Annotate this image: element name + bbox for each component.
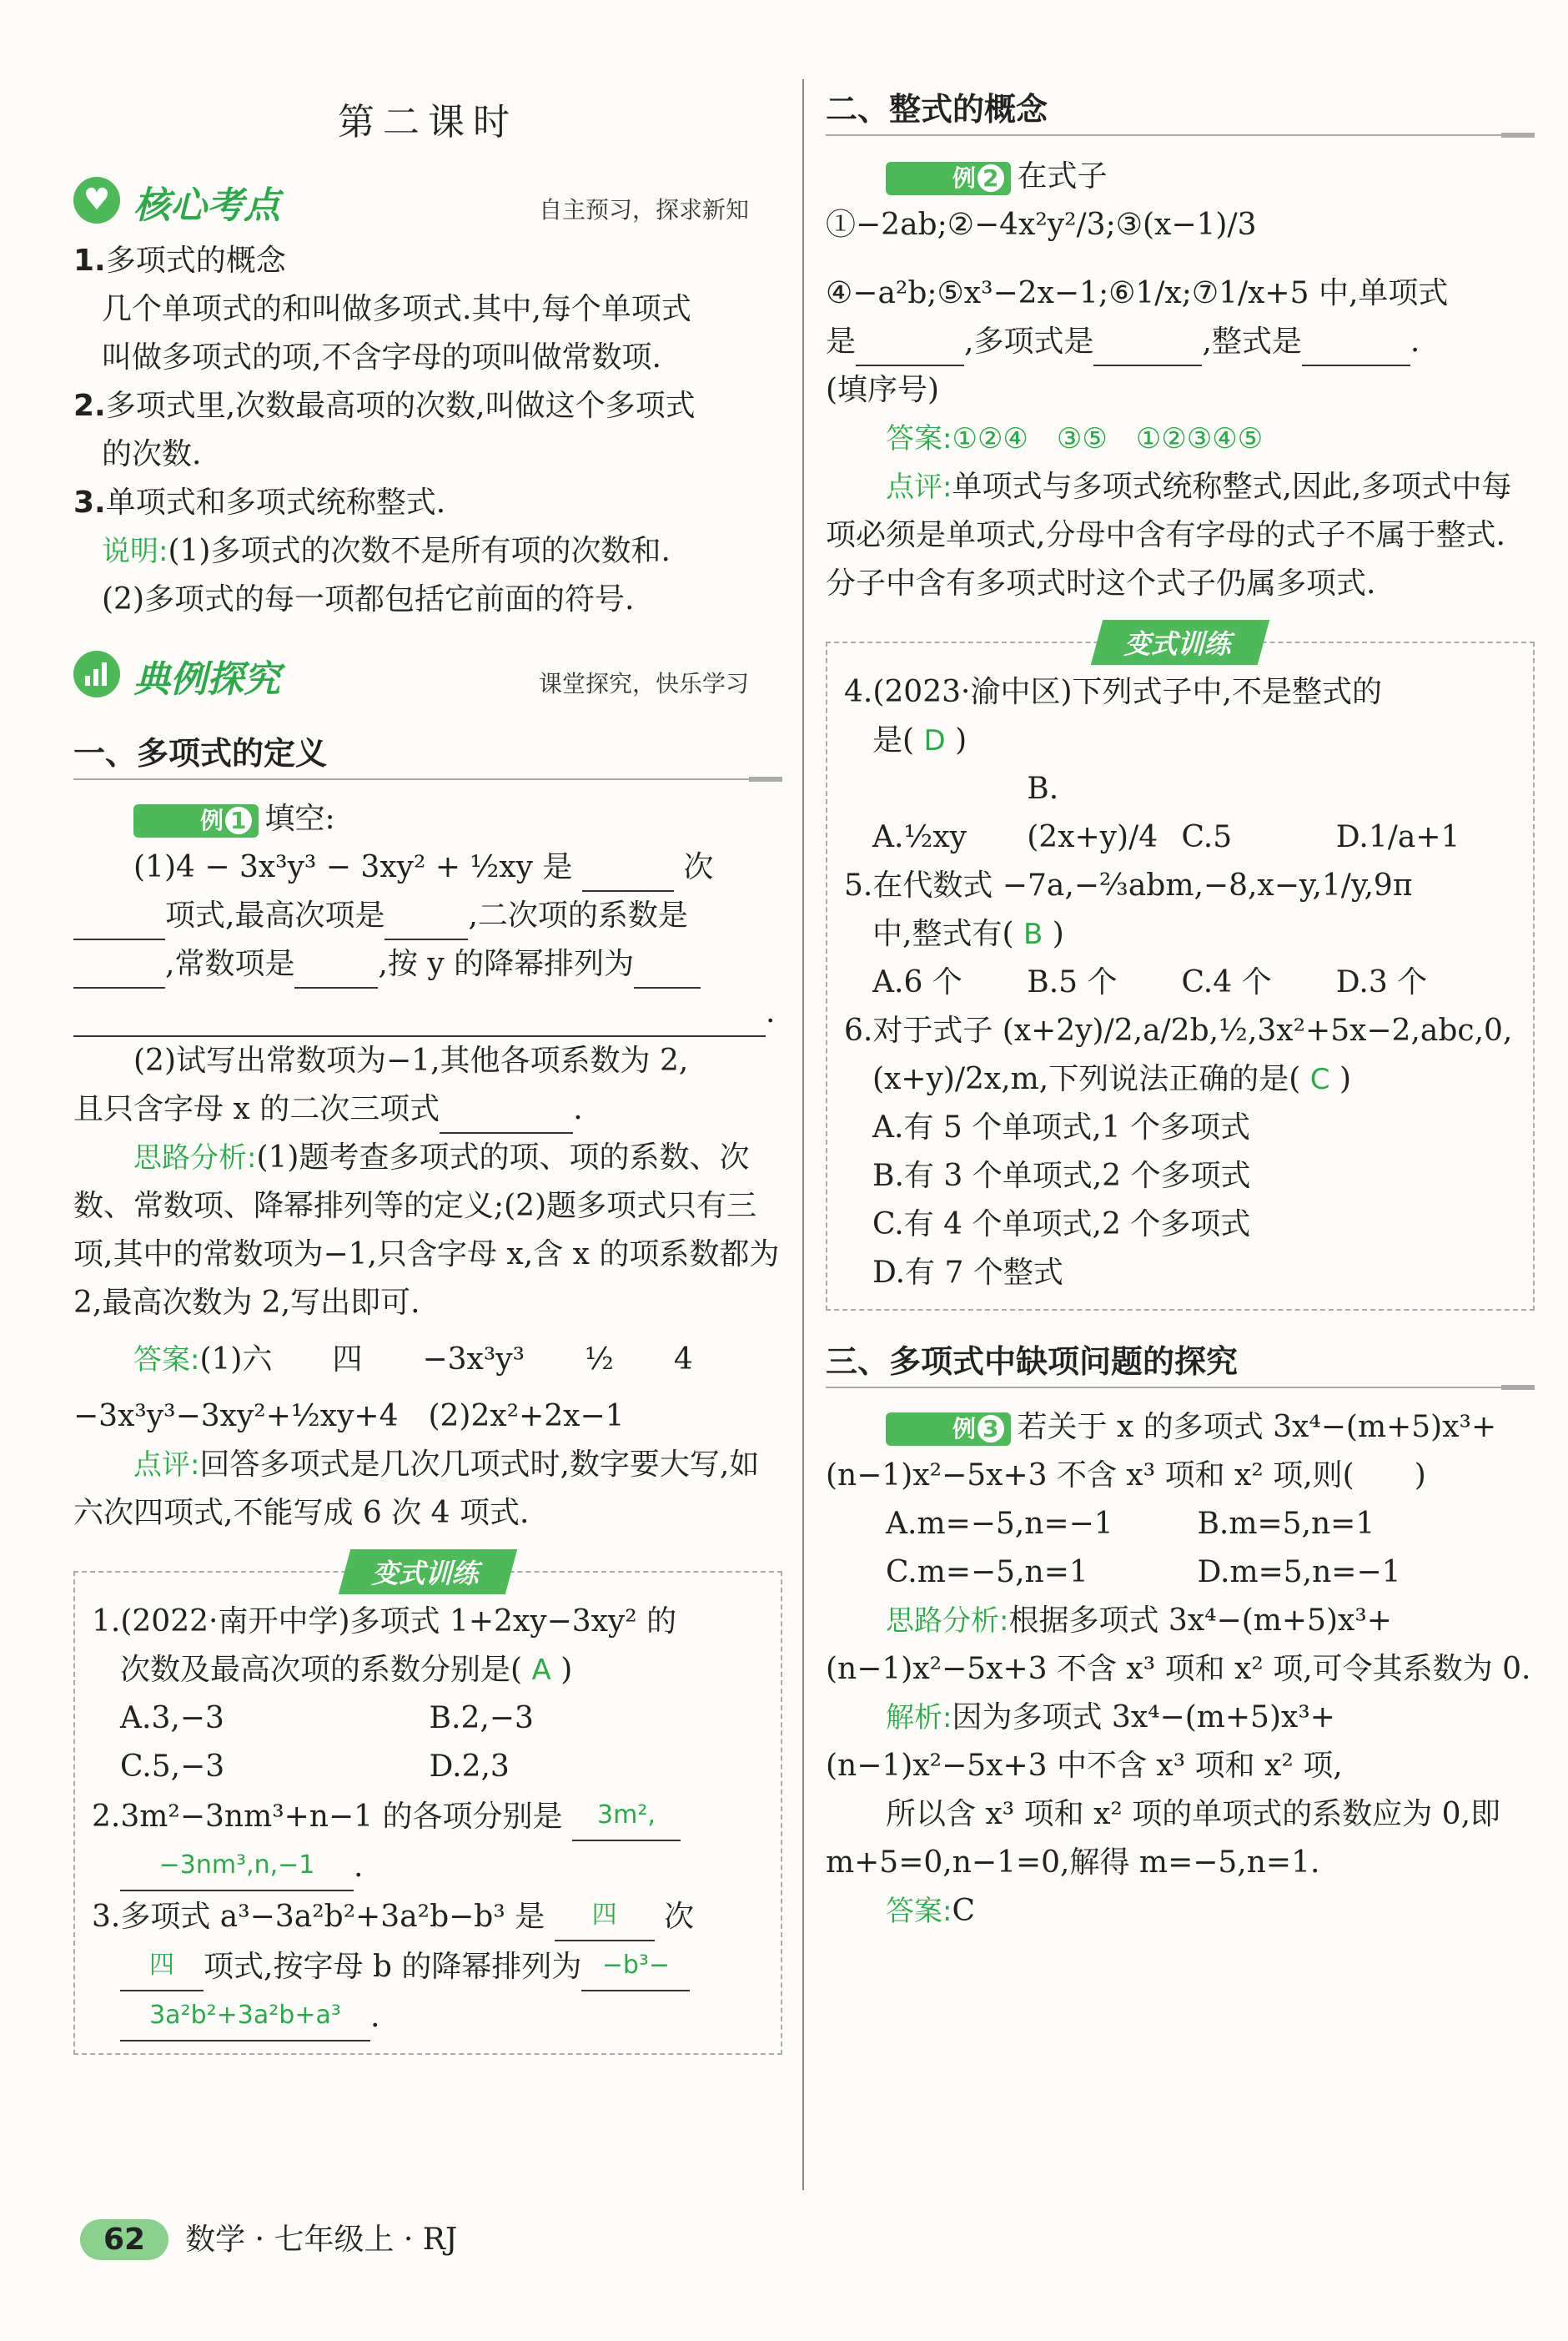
- concept-1-body-1: 几个单项式的和叫做多项式.其中,每个单项式: [102, 292, 691, 326]
- ex3-solution: 解析:因为多项式 3x⁴−(m+5)x³+(n−1)x²−5x+3 中不含 x³ 项和 x² 项,: [826, 1700, 1343, 1783]
- example-subtitle: 课堂探究，快乐学习: [538, 670, 749, 697]
- q4-choices: A.½xyB.(2x+y)/4 C.5 D.1/a+1: [872, 772, 1460, 854]
- q4b: 是( D ): [872, 723, 967, 758]
- ex1-answer: 答案:(1)六 四 −3x³y³ ½ 4: [133, 1342, 693, 1377]
- q3: 3.多项式 a³−3a²b²+3a²b−b³ 是 四 次: [92, 1891, 764, 1941]
- ex1-intro: 例 1 填空:: [73, 795, 782, 843]
- book-info: 数学 · 七年级上 · RJ: [185, 2223, 458, 2257]
- ex1-analysis: 思路分析:(1)题考查多项式的项、项的系数、次数、常数项、降幂排列等的定义;(2)题多项式只有三项,其中的常数项为−1,只含字母 x,含 x 的项系数都为 2,最高次数为 2,写出即可.: [73, 1140, 780, 1320]
- q1-choices-2: C.5,−3 D.2,3: [120, 1749, 510, 1784]
- q1b: 次数及最高次项的系数分别是( A ): [120, 1653, 573, 1687]
- page-number: 62: [80, 2219, 168, 2260]
- q5: 5.在代数式 −7a,−⅔abm,−8,x−y,1/y,9π: [844, 868, 1413, 903]
- ex2-line1: 例 2 在式子①−2ab;②−4x²y²/3;③(x−1)/3: [826, 159, 1257, 242]
- left-column: [73, 75, 782, 2055]
- right-column: [826, 83, 1535, 1936]
- ex1-answer-2: −3x³y³−3xy²+½xy+4 (2)2x²+2x−1: [73, 1399, 625, 1433]
- ex2-tag: 例 2: [886, 162, 1011, 195]
- q6-choice-c: C.有 4 个单项式,2 个多项式: [872, 1207, 1251, 1241]
- ex3-tag: 例 3: [886, 1412, 1011, 1446]
- note-2: (2)多项式的每一项都包括它前面的符号.: [102, 582, 635, 617]
- core-title: 核心考点: [133, 184, 280, 227]
- ex3-line1: 例 3 若关于 x 的多项式 3x⁴−(m+5)x³+: [826, 1403, 1535, 1452]
- q6-choice-b: B.有 3 个单项式,2 个多项式: [872, 1159, 1251, 1193]
- ex1-comment: 点评:回答多项式是几次几项式时,数字要大写,如六次四项式,不能写成 6 次 4 项式.: [73, 1447, 760, 1530]
- part1-title: 一、多项式的定义: [73, 727, 782, 780]
- q2: 2.3m²−3nm³+n−1 的各项分别是 3m²,: [92, 1791, 764, 1841]
- q6b: (x+y)/2x,m,下列说法正确的是( C ): [872, 1062, 1352, 1096]
- page-footer: [80, 2216, 457, 2260]
- ex2-answer: 答案:①②④ ③⑤ ①②③④⑤: [886, 422, 1264, 456]
- q6-choice-a: A.有 5 个单项式,1 个多项式: [872, 1110, 1251, 1145]
- ex2-line2: ④−a²b;⑤x³−2x−1;⑥1/x;⑦1/x+5 中,单项式: [826, 276, 1449, 310]
- q5-choices: A.6 个 B.5 个 C.4 个 D.3 个: [872, 965, 1428, 999]
- ex1-q1e: ,常数项是 ,按 y 的降幂排列为: [73, 940, 782, 989]
- core-subtitle: 自主预习，探求新知: [538, 196, 749, 224]
- variant-box-right: [826, 628, 1535, 1311]
- note-1: 说明:(1)多项式的次数不是所有项的次数和.: [102, 534, 671, 568]
- chart-icon: [73, 651, 120, 697]
- ex1-q2b: 且只含字母 x 的二次三项式 .: [73, 1085, 782, 1134]
- ex3-answer: 答案:C: [886, 1894, 976, 1928]
- q3b: 四 项式,按字母 b 的降幂排列为 −b³−: [92, 1941, 764, 1991]
- q6: 6.对于式子 (x+2y)/2,a/2b,½,3x²+5x−2,abc,0,: [844, 1014, 1513, 1048]
- lesson-title: 第二课时: [338, 101, 518, 143]
- concept-2-body: 的次数.: [102, 437, 202, 471]
- column-divider: [802, 79, 804, 2190]
- ex3-analysis: 思路分析:根据多项式 3x⁴−(m+5)x³+(n−1)x²−5x+3 不含 x³ 项和 x² 项,可令其系数为 0.: [826, 1603, 1531, 1686]
- concept-1-body-2: 叫做多项式的项,不含字母的项叫做常数项.: [102, 340, 661, 375]
- ex3-solution-2: 所以含 x³ 项和 x² 项的单项式的系数应为 0,即 m+5=0,n−1=0,解得 m=−5,n=1.: [826, 1797, 1501, 1880]
- ex2-line3: 是 ,多项式是 ,整式是 .: [826, 318, 1535, 366]
- q6-choice-d: D.有 7 个整式: [872, 1256, 1063, 1290]
- q1: 1.(2022·南开中学)多项式 1+2xy−3xy² 的: [92, 1604, 677, 1639]
- core-header: [73, 170, 782, 237]
- concept-1: 1.多项式的概念: [73, 244, 286, 278]
- ex1-q2: (2)试写出常数项为−1,其他各项系数为 2,: [133, 1044, 689, 1078]
- q1-choices-1: A.3,−3 B.2,−3: [120, 1701, 534, 1735]
- q4: 4.(2023·渝中区)下列式子中,不是整式的: [844, 675, 1382, 709]
- part2-title: 二、整式的概念: [826, 83, 1535, 136]
- part3-title: 三、多项式中缺项问题的探究: [826, 1336, 1535, 1388]
- example-header: [73, 644, 782, 711]
- variant-title-right: 变式训练: [1091, 620, 1269, 665]
- concept-3: 3.单项式和多项式统称整式.: [73, 486, 446, 520]
- q3c: 3a²b²+3a²b+a³ .: [92, 1991, 764, 2041]
- ex3-choices-2: C.m=−5,n=1 D.m=5,n=−1: [886, 1555, 1401, 1589]
- ex3-choices-1: A.m=−5,n=−1 B.m=5,n=1: [886, 1507, 1375, 1541]
- ex2-line4: (填序号): [826, 373, 940, 407]
- variant-title: 变式训练: [339, 1549, 517, 1594]
- ex1-q1a: (1)4 − 3x³y³ − 3xy² + ½xy 是 次: [73, 843, 782, 892]
- q5b: 中,整式有( B ): [872, 917, 1064, 951]
- ex1-tag: 例 1: [133, 804, 259, 838]
- ex2-comment: 点评:单项式与多项式统称整式,因此,多项式中每项必须是单项式,分母中含有字母的式子不属于整式.分子中含有多项式时这个式子仍属多项式.: [826, 470, 1512, 601]
- q2b: −3nm³,n,−1 .: [92, 1841, 764, 1891]
- ex1-q1-blank: .: [73, 989, 782, 1037]
- heart-icon: ♥: [73, 177, 120, 224]
- ex3-line2: (n−1)x²−5x+3 不含 x³ 项和 x² 项,则( ): [826, 1458, 1426, 1493]
- ex1-q1c: 项式,最高次项是 ,二次项的系数是: [73, 892, 782, 940]
- example-title: 典例探究: [133, 658, 280, 701]
- concept-2: 2.多项式里,次数最高项的次数,叫做这个多项式: [73, 389, 696, 423]
- variant-box-left: [73, 1558, 782, 2055]
